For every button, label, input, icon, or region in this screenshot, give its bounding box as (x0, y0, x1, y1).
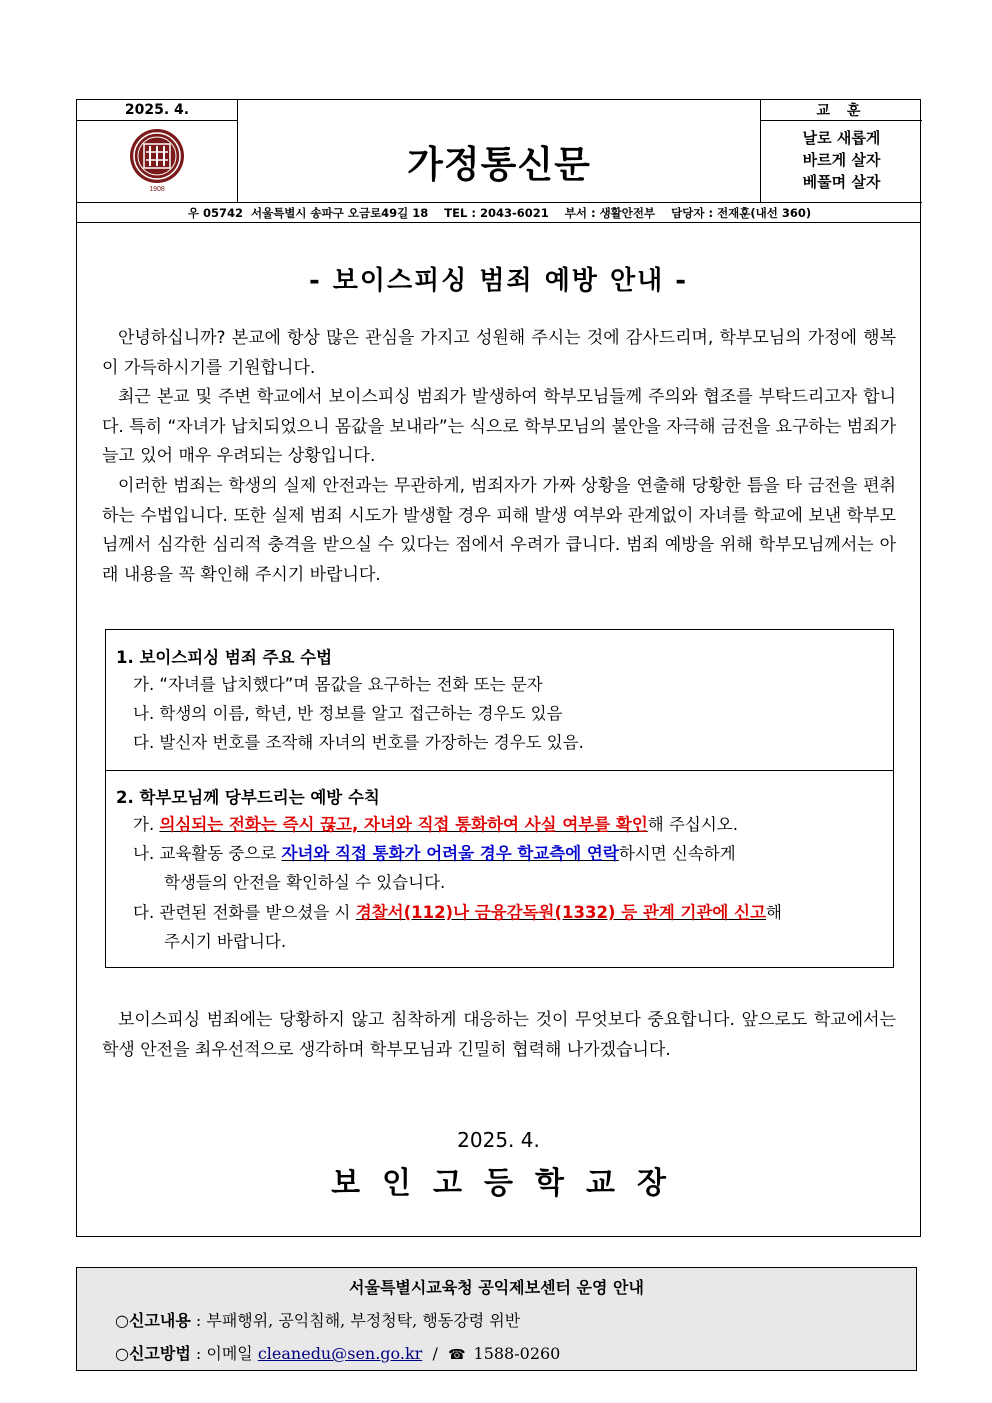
section-title-rules: 2. 학부모님께 당부드리는 예방 수칙 (116, 788, 380, 807)
section-title-methods: 1. 보이스피싱 범죄 주요 수법 (116, 648, 333, 667)
whistleblower-footer (76, 1267, 917, 1371)
letter-header (76, 99, 921, 223)
notice-heading: - 보이스피싱 범죄 예방 안내 - (308, 266, 689, 296)
method-item: 나. 학생의 이름, 학년, 반 정보를 알고 접근하는 경우도 있음 (133, 704, 563, 723)
rule-item: 나. 교육활동 중으로 자녀와 직접 통화가 어려울 경우 학교측에 연락하시면 신속하게 학생들의 안전을 확인하실 수 있습니다. (133, 844, 736, 892)
sign-date: 2025. 4. (457, 1128, 540, 1152)
closing-paragraph: 보이스피싱 범죄에는 당황하지 않고 침착하게 대응하는 것이 무엇보다 중요합니다. 앞으로도 학교에서는 학생 안전을 최우선적으로 생각하며 학부모님과 긴밀히 협력해 나가겠습니다. (102, 1010, 896, 1060)
rule-highlight: 의심되는 전화는 즉시 끊고, 자녀와 직접 통화하여 사실 여부를 확인 (159, 815, 648, 834)
paragraph-greeting: 안녕하십니까? 본교에 항상 많은 관심을 가지고 성원해 주시는 것에 감사드리며, 학부모님의 가정에 행복이 가득하시기를 기원합니다. (102, 328, 896, 378)
method-item: 다. 발신자 번호를 조작해 자녀의 번호를 가장하는 경우도 있음. (133, 733, 584, 752)
school-address: 우 05742 서울특별시 송파구 오금로49길 18 TEL : 2043-6021 부서 : 생활안전부 담당자 : 전재훈(내선 360) (187, 206, 812, 220)
rule-highlight: 자녀와 직접 통화가 어려울 경우 학교측에 연락 (281, 844, 619, 863)
motto-line: 날로 새롭게 (802, 129, 881, 147)
method-item: 가. “자녀를 납치했다”며 몸값을 요구하는 전화 또는 문자 (133, 675, 543, 694)
document-title: 가정통신문 (407, 143, 591, 186)
email-link[interactable]: cleanedu@sen.go.kr (257, 1344, 423, 1363)
footer-title: 서울특별시교육청 공익제보센터 운영 안내 (349, 1278, 644, 1297)
telephone-icon: ☎ (448, 1347, 466, 1363)
motto-line: 바르게 살자 (802, 151, 881, 169)
paragraph-explanation: 이러한 범죄는 학생의 실제 안전과는 무관하게, 범죄자가 가짜 상황을 연출해 당황한 틈을 타 금전을 편취하는 수법입니다. 또한 실제 범죄 시도가 발생할 경우 피해 발생 여부와 관계없이 자녀를 학교에 보낸 학부모님께서 심각한 심리적 충격을 받으실 수 있다는 점에서 우려가 큽니다. 범죄 예방을 위해 학부모님께서는 아래 내용을 꼭 확인해 주시기 바랍니다. (102, 476, 896, 586)
issue-date: 2025. 4. (124, 102, 190, 118)
motto-list (761, 127, 922, 193)
rule-item: 가. 의심되는 전화는 즉시 끊고, 자녀와 직접 통화하여 사실 여부를 확인해 주십시오. (133, 815, 738, 834)
report-method-row: ○신고방법 : 이메일 cleanedu@sen.go.kr / ☎ 1588-0260 (115, 1344, 561, 1363)
rule-item: 다. 관련된 전화를 받으셨을 시 경찰서(112)나 금융감독원(1332) 등 관계 기관에 신고해 주시기 바랍니다. (133, 903, 782, 951)
logo-year: 1908 (149, 186, 165, 193)
rule-highlight: 경찰서(112)나 금융감독원(1332) 등 관계 기관에 신고 (355, 903, 766, 922)
phone-number: 1588-0260 (473, 1344, 561, 1363)
school-emblem-icon (127, 127, 187, 193)
principal-signature: 보인고등학교장 (331, 1166, 688, 1201)
prevention-info-box (105, 629, 894, 968)
paragraph-situation: 최근 본교 및 주변 학교에서 보이스피싱 범죄가 발생하여 학부모님들께 주의와 협조를 부탁드리고자 합니다. 특히 “자녀가 납치되었으니 몸값을 보내라”는 식으로 학부모님의 불안을 자극해 금전을 요구하는 범죄가 늘고 있어 매우 우려되는 상황입니다. (102, 387, 897, 467)
motto-line: 베풀며 살자 (802, 173, 881, 191)
report-content-row: ○신고내용 : 부패행위, 공익침해, 부정청탁, 행동강령 위반 (115, 1311, 521, 1330)
motto-label: 교 훈 (816, 103, 867, 119)
